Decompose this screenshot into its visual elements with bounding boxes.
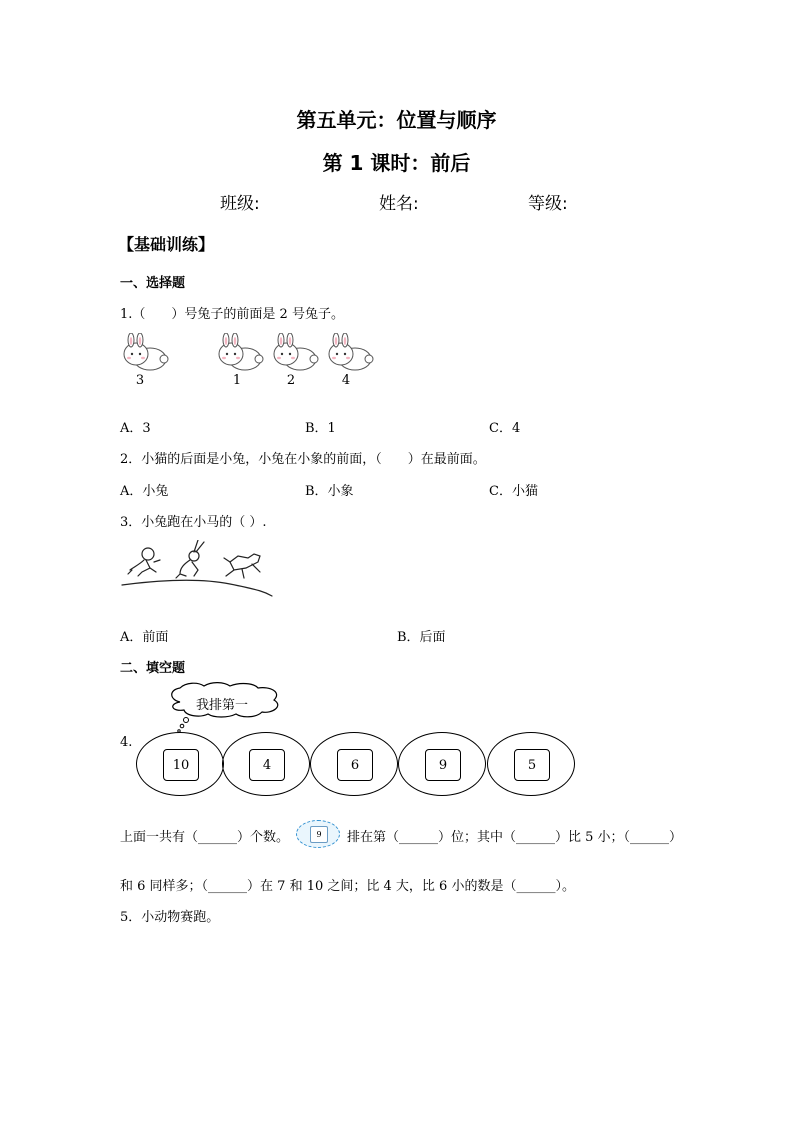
number-card: 6 xyxy=(337,749,373,781)
q2-option-b: B．小象 xyxy=(305,484,354,499)
question-5: 5．小动物赛跑。 xyxy=(120,910,220,925)
rabbit-label: 1 xyxy=(232,373,242,388)
class-label: 班级: xyxy=(220,194,260,214)
q3-option-a: A．前面 xyxy=(120,630,169,645)
rabbit-label: 2 xyxy=(286,373,296,388)
grade-label: 等级: xyxy=(528,194,568,214)
number-oval xyxy=(310,732,398,796)
question-2: 2．小猫的后面是小兔，小兔在小象的前面，（ ）在最前面。 xyxy=(120,452,486,467)
number-oval xyxy=(222,732,310,796)
q2-option-c: C．小猫 xyxy=(489,484,538,499)
q3-option-b: B．后面 xyxy=(397,630,446,645)
rabbit-label: 3 xyxy=(135,373,145,388)
q4-line1-part-a: 上面一共有（______）个数。 xyxy=(120,830,290,845)
q4-line1-part-b: 排在第（______）位；其中（______）比 5 小；（______） xyxy=(347,830,683,845)
question-1: 1.（ ）号兔子的前面是 2 号兔子。 xyxy=(120,307,344,322)
number-card: 4 xyxy=(249,749,285,781)
lesson-title: 第 1 课时：前后 xyxy=(322,151,471,175)
number-oval xyxy=(136,732,224,796)
q1-option-c: C．4 xyxy=(489,421,521,436)
number-oval xyxy=(487,732,575,796)
rabbit-label: 4 xyxy=(341,373,351,388)
question-4-number: 4. xyxy=(120,735,133,750)
thought-bubble-text: 我排第一 xyxy=(196,698,249,713)
q4-line2: 和 6 同样多；（______）在 7 和 10 之间；比 4 大，比 6 小的数是（______）。 xyxy=(120,879,575,894)
part2-heading: 二、填空题 xyxy=(120,661,186,676)
number-badge xyxy=(296,820,340,848)
number-oval xyxy=(398,732,486,796)
rabbit-illustration xyxy=(118,333,388,373)
number-card: 5 xyxy=(514,749,550,781)
q2-option-a: A．小兔 xyxy=(120,484,169,499)
q1-option-b: B．1 xyxy=(305,421,336,436)
number-card: 9 xyxy=(425,749,461,781)
unit-title: 第五单元：位置与顺序 xyxy=(296,108,497,132)
name-label: 姓名: xyxy=(379,194,419,214)
number-badge-card: 9 xyxy=(310,826,328,843)
part1-heading: 一、选择题 xyxy=(120,276,186,291)
section-basic-training: 【基础训练】 xyxy=(118,235,215,254)
question-3: 3．小兔跑在小马的（ ）. xyxy=(120,515,267,530)
number-card: 10 xyxy=(163,749,199,781)
running-animals-illustration xyxy=(120,540,280,606)
q1-option-a: A．3 xyxy=(120,421,151,436)
